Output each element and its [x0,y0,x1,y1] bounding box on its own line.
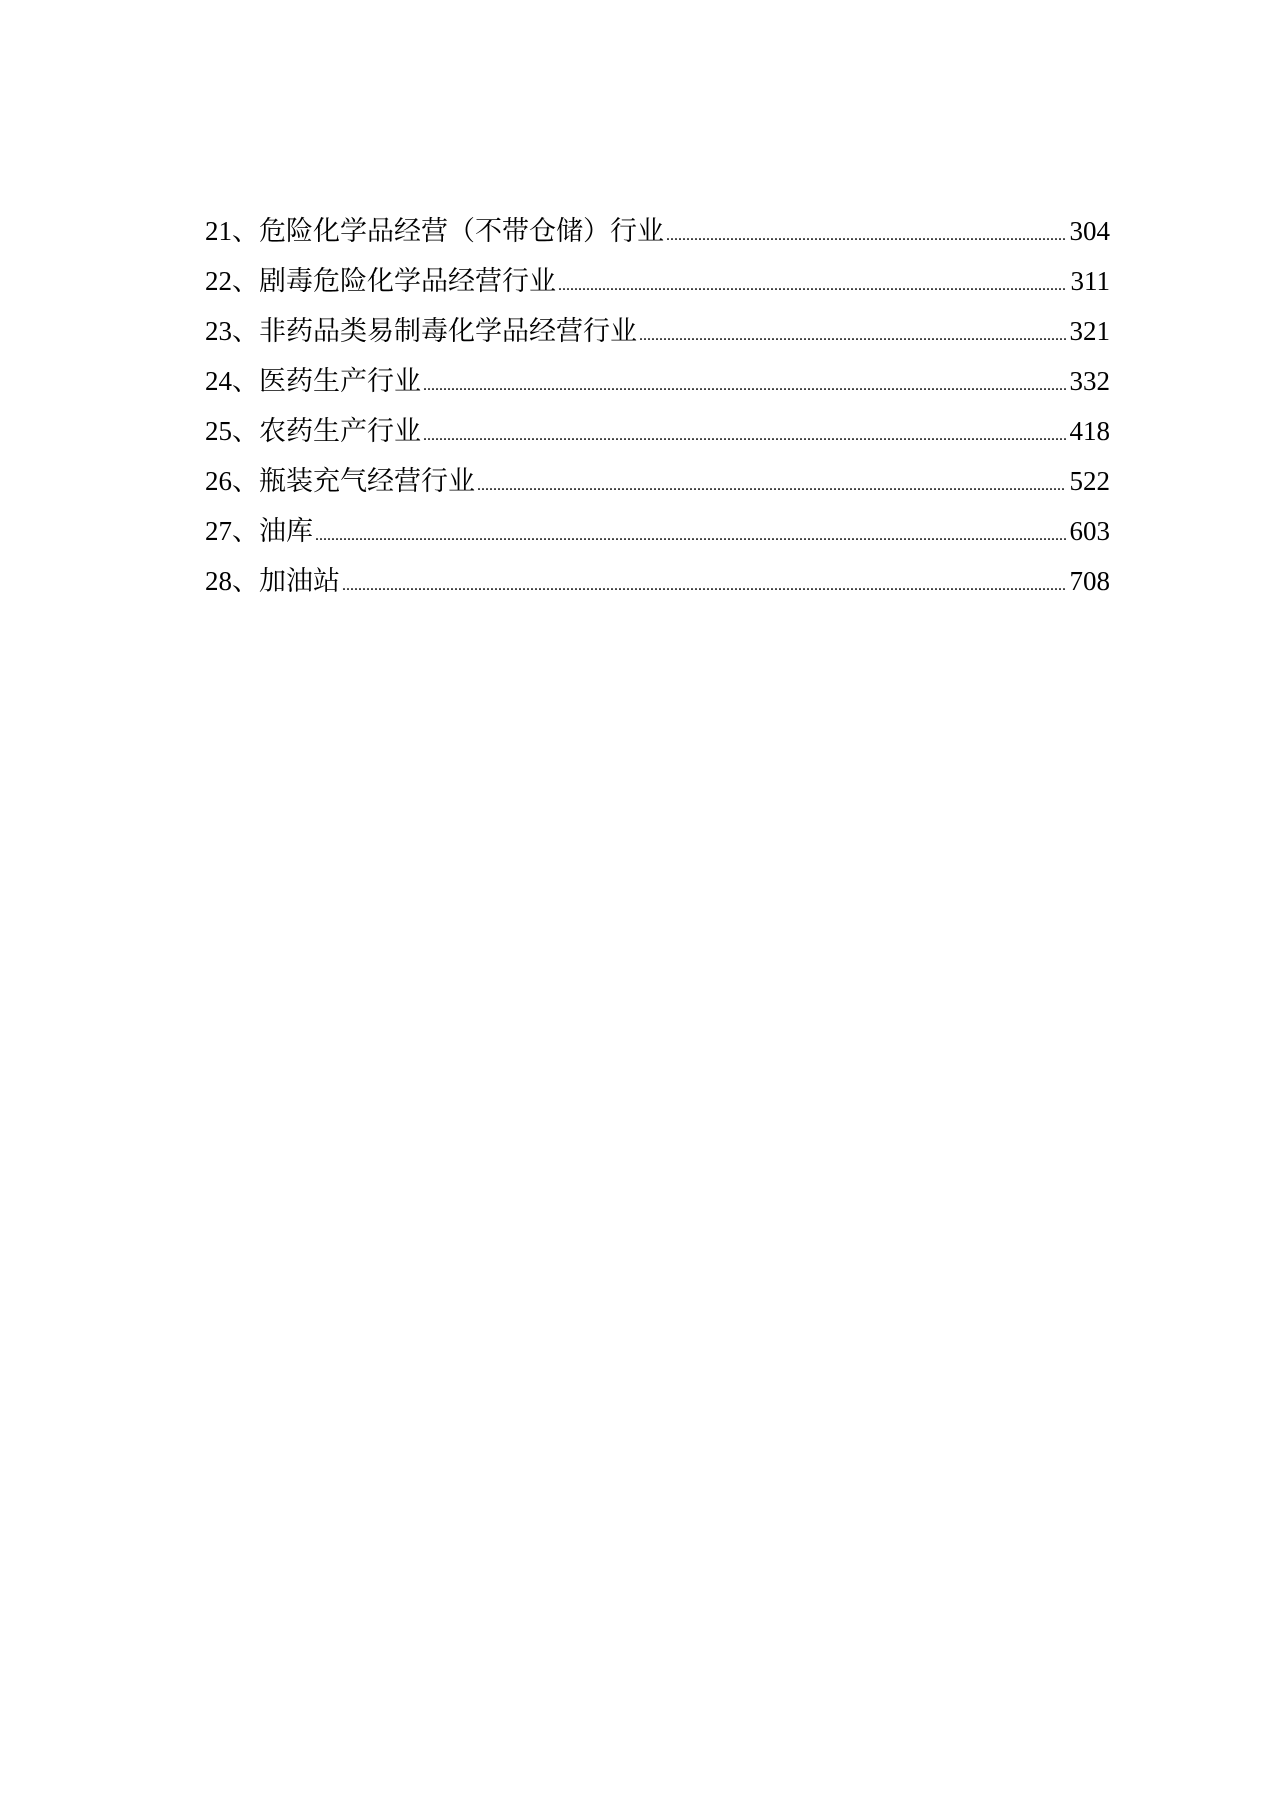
toc-entry-page: 522 [1069,466,1110,496]
toc-dot-leader [315,511,1066,561]
toc-entry-title: 28、加油站 [205,566,340,596]
toc-entry-23[interactable] [205,306,1110,356]
toc-entry-title: 21、危险化学品经营（不带仓储）行业 [205,216,664,246]
toc-entry-page: 332 [1069,366,1110,396]
toc-entry-25[interactable] [205,406,1110,456]
toc-entry-title: 26、瓶装充气经营行业 [205,466,475,496]
table-of-contents [205,206,1110,606]
toc-entry-28[interactable] [205,556,1110,606]
toc-entry-page: 708 [1069,566,1110,596]
toc-dot-leader [639,311,1066,361]
toc-dot-leader [477,461,1066,511]
toc-entry-title: 24、医药生产行业 [205,366,421,396]
toc-entry-page: 321 [1069,316,1110,346]
toc-entry-26[interactable] [205,456,1110,506]
toc-entry-title: 22、剧毒危险化学品经营行业 [205,266,556,296]
toc-entry-page: 311 [1070,266,1110,296]
toc-dot-leader [558,261,1067,311]
toc-dot-leader [423,411,1066,461]
toc-entry-21[interactable] [205,206,1110,256]
toc-entry-24[interactable] [205,356,1110,406]
toc-entry-page: 603 [1069,516,1110,546]
toc-dot-leader [342,561,1066,611]
toc-entry-22[interactable] [205,256,1110,306]
toc-entry-page: 418 [1069,416,1110,446]
toc-entry-page: 304 [1069,216,1110,246]
toc-entry-title: 25、农药生产行业 [205,416,421,446]
toc-entry-title: 27、油库 [205,516,313,546]
toc-dot-leader [666,211,1066,261]
toc-dot-leader [423,361,1066,411]
toc-entry-title: 23、非药品类易制毒化学品经营行业 [205,316,637,346]
toc-entry-27[interactable] [205,506,1110,556]
